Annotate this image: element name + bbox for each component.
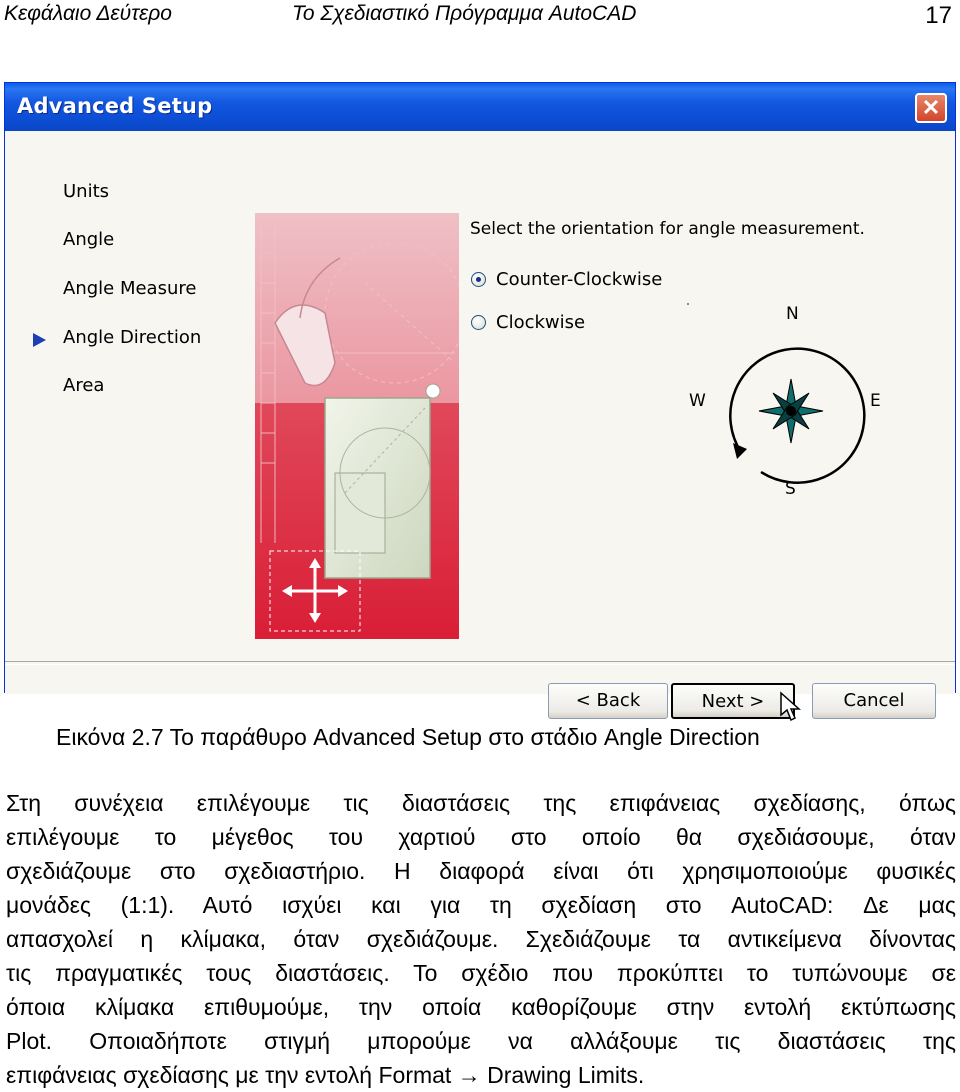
option-counter-clockwise-label: Counter-Clockwise: [496, 269, 663, 290]
body-line: επιλέγουμε το μέγεθος του χαρτιού στο οποίο θα σχεδιάσουμε, όταν: [6, 824, 956, 850]
back-button[interactable]: < Back: [548, 683, 668, 719]
page-header: [0, 0, 960, 40]
body-line: σχεδιάζουμε στο σχεδιαστήριο. Η διαφορά είναι ότι χρησιμοποιούμε φυσικές: [6, 858, 956, 884]
button-separator: [5, 661, 955, 665]
nav-item-area: Area: [63, 375, 105, 396]
chapter-title: Κεφάλαιο Δεύτερο: [4, 2, 172, 25]
compass-north-label: N: [786, 304, 799, 324]
compass-diagram: [681, 297, 901, 497]
option-clockwise[interactable]: [471, 312, 585, 333]
body-line: όποια κλίμακα επιθυμούμε, την οποία καθορίζουμε στην εντολή εκτύπωσης: [6, 994, 956, 1020]
next-button[interactable]: Next >: [671, 683, 795, 719]
dialog-title: Advanced Setup: [17, 94, 213, 118]
compass-south-label: S: [785, 479, 796, 497]
option-counter-clockwise[interactable]: [471, 269, 662, 290]
compass-west-label: W: [689, 391, 706, 411]
body-line: τις πραγματικές τους διαστάσεις. Το σχέδιο που προκύπτει το τυπώνουμε σε: [6, 960, 956, 986]
dialog-client-area: [5, 131, 955, 712]
body-line: μονάδες (1:1). Αυτό ισχύει και για τη σχεδίαση στο AutoCAD: Δε μας: [6, 892, 956, 918]
current-step-arrow-icon: [33, 333, 46, 347]
nav-item-angle-measure: Angle Measure: [63, 278, 197, 299]
body-paragraph: [6, 786, 956, 1092]
compass-rose-icon: [759, 379, 823, 443]
body-line: Plot. Οποιαδήποτε στιγμή μπορούμε να αλλάξουμε τις διαστάσεις της: [6, 1028, 956, 1054]
nav-item-angle: Angle: [63, 229, 115, 250]
close-button[interactable]: ✕: [915, 93, 947, 123]
radio-counter-clockwise[interactable]: [471, 272, 486, 287]
arc-arrowhead-icon: [733, 443, 747, 459]
option-clockwise-label: Clockwise: [496, 312, 586, 333]
cancel-button[interactable]: Cancel: [812, 683, 936, 719]
mouse-pointer-icon: [779, 691, 801, 723]
figure-caption: Εικόνα 2.7 Το παράθυρο Advanced Setup στο στάδιο Angle Direction: [56, 724, 760, 750]
nav-item-units: Units: [63, 181, 110, 202]
instruction-text: Select the orientation for angle measurement.: [470, 219, 865, 239]
book-title: Το Σχεδιαστικό Πρόγραμμα AutoCAD: [292, 2, 637, 25]
radio-clockwise[interactable]: [471, 315, 486, 330]
title-bar[interactable]: [5, 83, 955, 131]
compass-east-label: E: [870, 391, 881, 411]
wizard-illustration: [255, 213, 459, 639]
page-number: 17: [925, 2, 952, 29]
advanced-setup-dialog: [4, 82, 956, 712]
body-line: επιφάνειας σχεδίασης με την εντολή Format → Drawing Limits.: [6, 1062, 645, 1088]
nav-item-angle-direction: Angle Direction: [63, 327, 202, 348]
body-line: απασχολεί η κλίμακα, όταν σχεδιάζουμε. Σχεδιάζουμε τα αντικείμενα δίνοντας: [6, 926, 956, 952]
body-line: Στη συνέχεια επιλέγουμε τις διαστάσεις της επιφάνειας σχεδίασης, όπως: [6, 790, 956, 816]
